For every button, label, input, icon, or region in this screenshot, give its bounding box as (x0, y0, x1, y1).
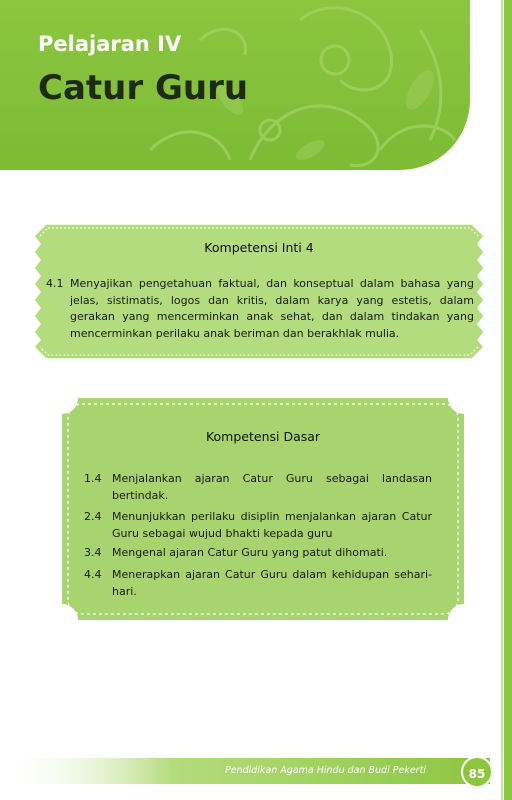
kompetensi-dasar-box (62, 398, 464, 620)
kompetensi-inti-box (34, 224, 484, 359)
item-text: Menjalankan ajaran Catur Guru sebagai landasan bertindak. (112, 472, 432, 502)
page-number: 85 (461, 756, 493, 788)
kompetensi-dasar-item (84, 471, 432, 504)
kompetensi-dasar-title: Kompetensi Dasar (205, 429, 321, 444)
book-title: Pendidikan Agama Hindu dan Budi Pekerti (225, 765, 426, 776)
kompetensi-dasar-item (84, 545, 432, 562)
kompetensi-inti-title: Kompetensi Inti 4 (204, 240, 314, 255)
item-number: 1.4 (84, 472, 102, 485)
item-text: Menerapkan ajaran Catur Guru dalam kehidupan sehari-hari. (112, 568, 432, 598)
item-number: 3.4 (84, 546, 102, 559)
lesson-title: Catur Guru (38, 68, 249, 108)
item-number: 4.1 (46, 277, 64, 290)
kompetensi-dasar-item (84, 567, 432, 600)
item-text: Mengenal ajaran Catur Guru yang patut dihomati. (112, 546, 388, 559)
item-number: 2.4 (84, 510, 102, 523)
item-text: Menyajikan pengetahuan faktual, dan konseptual dalam bahasa yang jelas, sistimatis, logos dan kritis, dalam karya yang estetis, dalam gerakan yang mencerminkan anak sehat, dan dalam tindakan yang mencerminkan perilaku anak beriman dan berakhlak mulia. (70, 277, 474, 340)
kompetensi-inti-item (46, 276, 474, 342)
item-text: Menunjukkan perilaku disiplin menjalankan ajaran Catur Guru sebagai wujud bhakti kepada guru (112, 510, 432, 540)
chapter-header (0, 0, 470, 170)
page-edge-decoration (498, 0, 512, 800)
item-number: 4.4 (84, 568, 102, 581)
kompetensi-dasar-item (84, 509, 432, 542)
lesson-label: Pelajaran IV (38, 32, 182, 56)
